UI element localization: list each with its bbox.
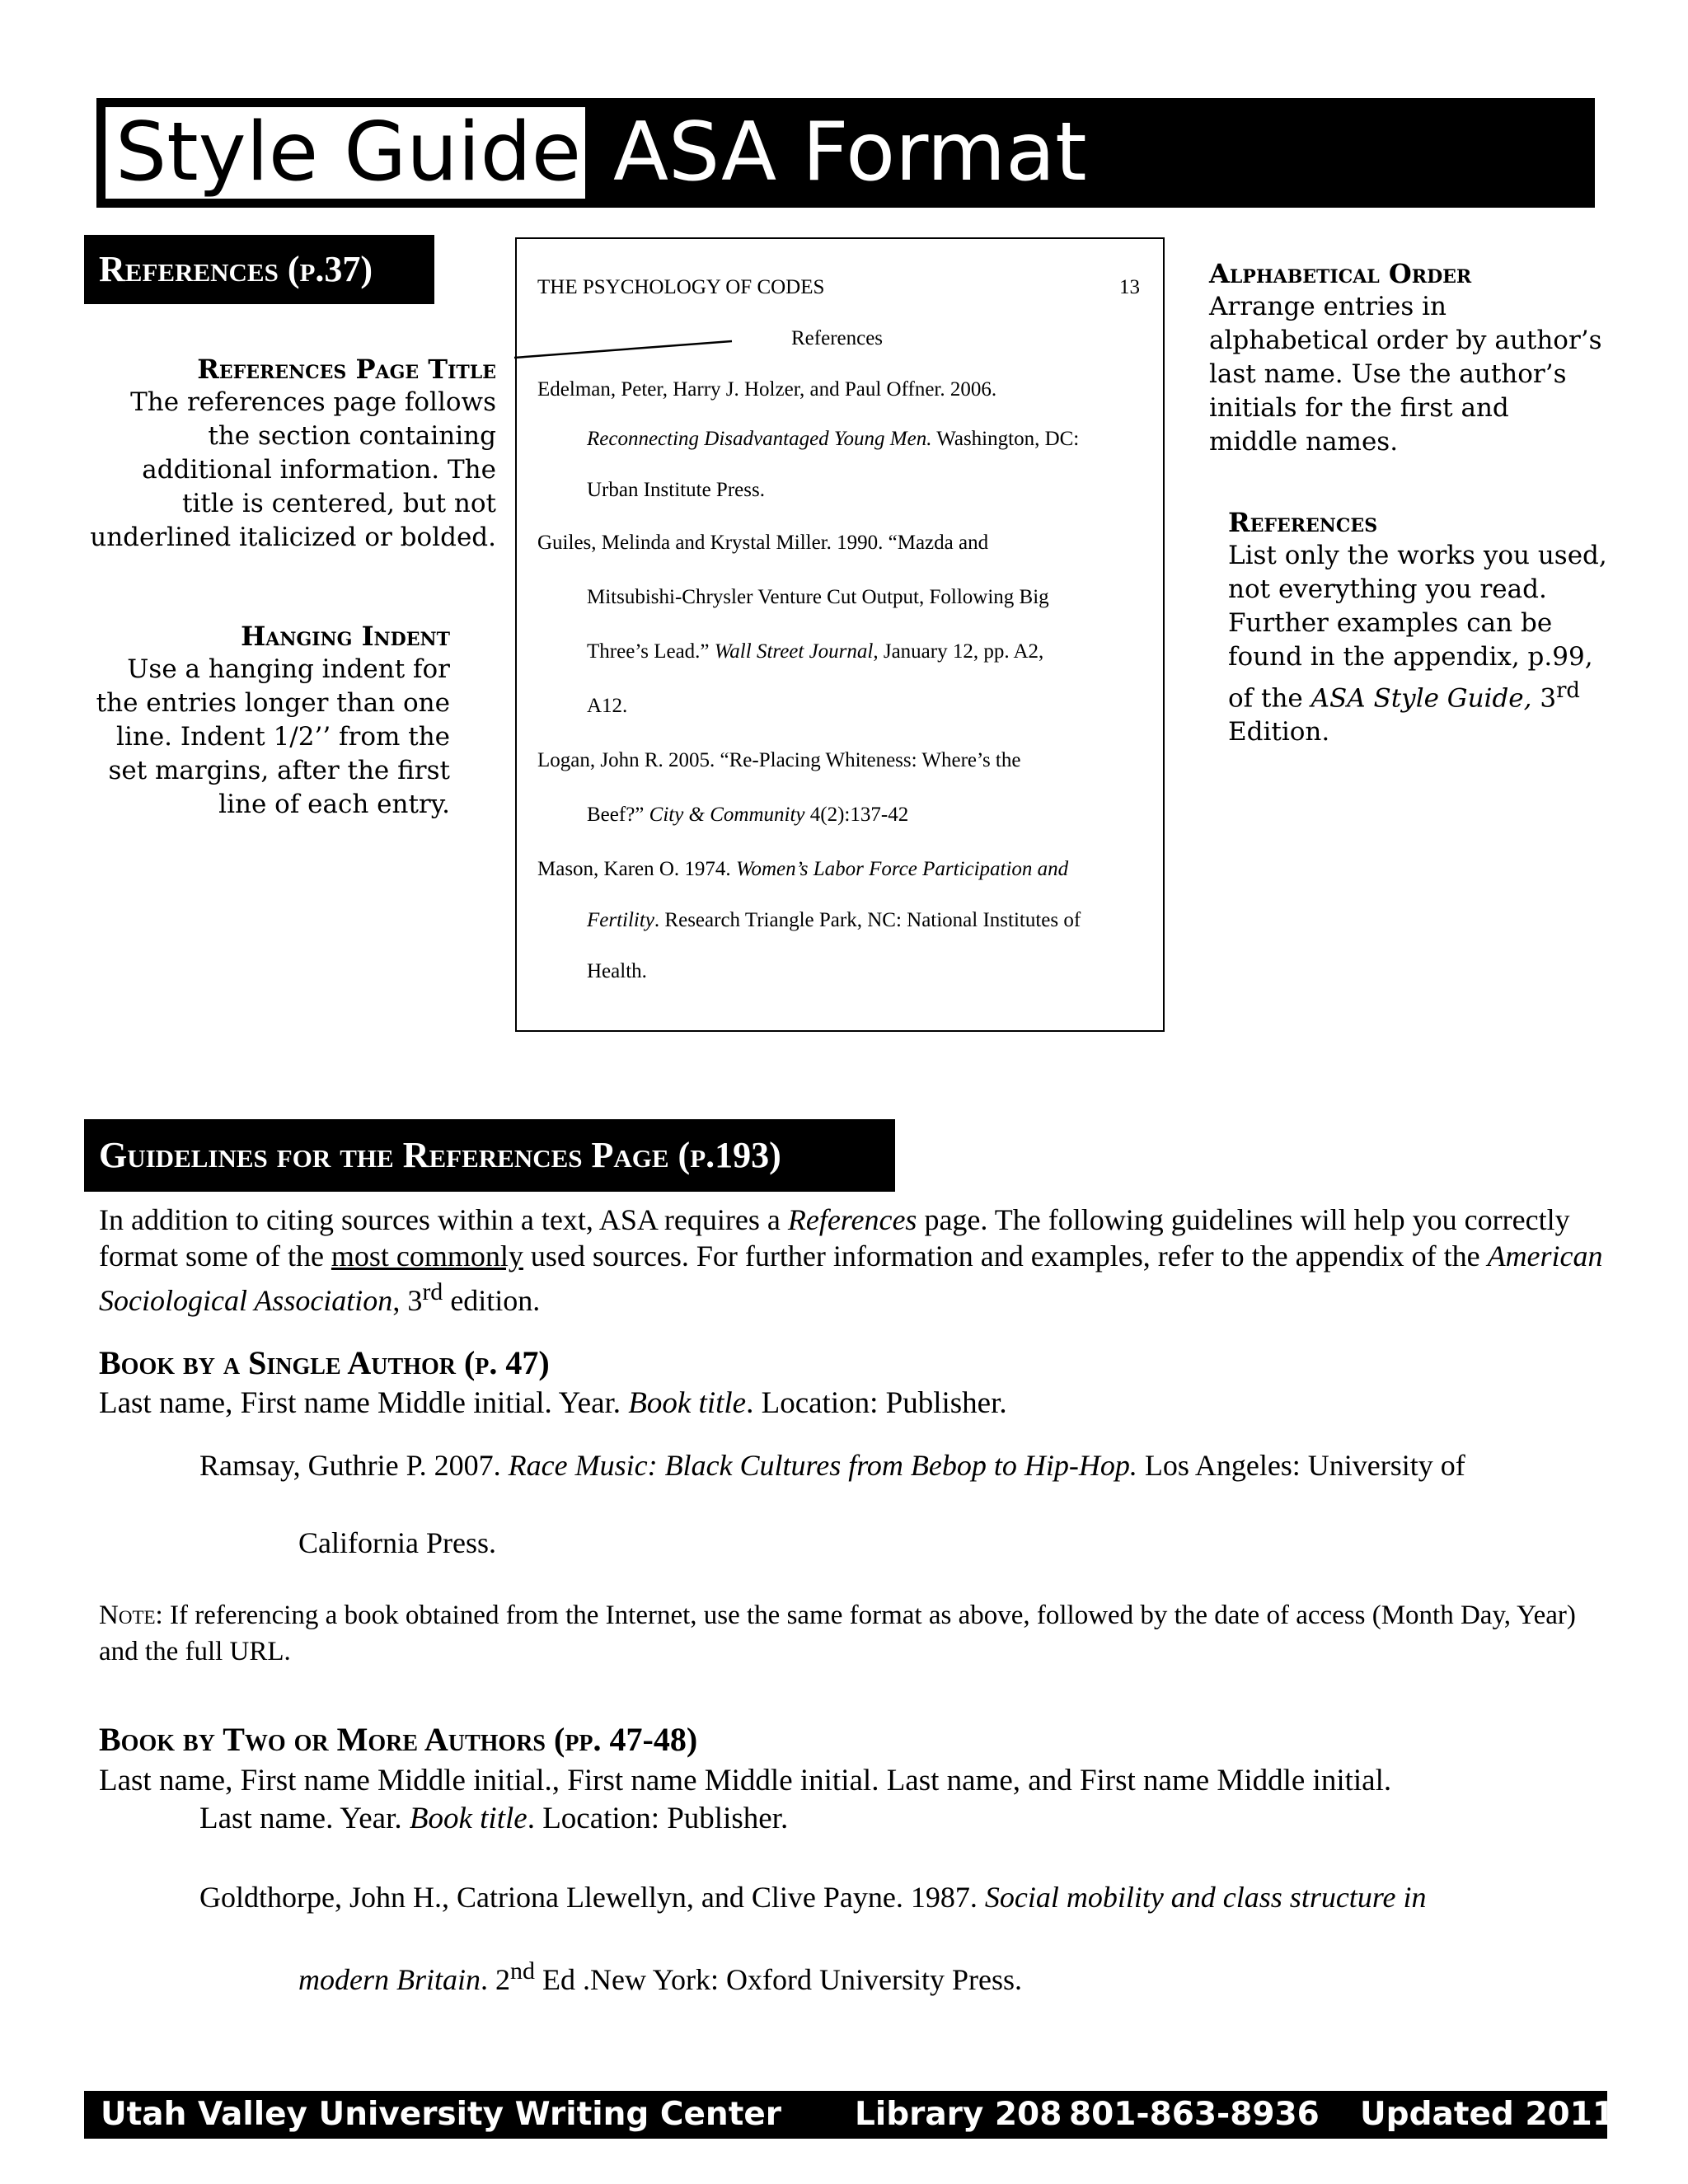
format-italic: Book title (628, 1386, 747, 1420)
sample-line (537, 531, 988, 555)
sample-text: , January 12, pp. A2, (873, 640, 1044, 663)
sample-text: Health. (587, 960, 647, 982)
sample-line (587, 585, 1049, 610)
footer-center-name: Utah Valley University Writing Center (101, 2096, 782, 2133)
guidelines-intro (99, 1202, 1607, 1319)
sample-text: 4(2):137-42 (804, 804, 909, 826)
note-body (1228, 539, 1607, 749)
note-body: Use a hanging indent for the entries longer than one line. Indent 1/2’’ from the set margins, after the first line of each entry. (96, 654, 450, 819)
references-note (1228, 506, 1607, 749)
example-superscript: nd (510, 1957, 535, 1985)
single-author-note (99, 1597, 1582, 1670)
intro-text: In addition to citing sources within a text, ASA requires a (99, 1203, 788, 1236)
sample-text: Washington, DC: (931, 428, 1080, 450)
pointer-line (511, 330, 758, 363)
intro-text: used sources. For further information and examples, refer to the appendix of the (523, 1240, 1488, 1272)
sample-line (537, 748, 1020, 773)
multi-author-heading: Book by Two or More Authors (pp. 47-48) (99, 1721, 698, 1758)
footer-phone: 801-863-8936 (1069, 2096, 1320, 2133)
intro-italic: American Sociological Association (99, 1240, 1603, 1317)
format-text: Last name. Year. (199, 1802, 410, 1835)
intro-text: edition. (443, 1284, 541, 1317)
note-heading: References (1228, 507, 1378, 538)
multi-author-format-line-2 (199, 1800, 788, 1838)
sample-italic: Women’s Labor Force Participation and (735, 858, 1069, 880)
alphabetical-order-note (1209, 257, 1605, 459)
example-text: . 2 (481, 1963, 510, 1996)
example-text: Ed .New York: Oxford University Press. (535, 1963, 1022, 1996)
footer-bar (84, 2091, 1615, 2139)
sample-italic: Reconnecting Disadvantaged Young Men. (587, 428, 932, 450)
note-body-text: 3 (1531, 683, 1557, 714)
example-text: Goldthorpe, John H., Catriona Llewellyn, and Clive Payne. 1987. (199, 1881, 985, 1914)
guidelines-section-heading: Guidelines for the References Page (p.193) (84, 1119, 895, 1192)
sample-text: Urban Institute Press. (587, 479, 765, 501)
sample-italic: Fertility (587, 909, 654, 931)
header-left-title: Style Guides (115, 105, 624, 199)
intro-text: , 3 (392, 1284, 423, 1317)
footer-updated: Updated 2011 (1360, 2096, 1615, 2133)
format-italic: Book title (409, 1802, 528, 1835)
intro-text: page. The following guidelines will help you correctly format some of the (99, 1203, 1570, 1272)
example-italic: modern Britain (298, 1963, 481, 1996)
sample-italic: City & Community (649, 804, 805, 826)
sample-running-head: THE PSYCHOLOGY OF CODES (537, 276, 825, 298)
example-italic: Race Music: Black Cultures from Bebop to Hip-Hop. (508, 1449, 1137, 1482)
sample-line (587, 640, 1043, 664)
references-section-heading: References (p.37) (84, 235, 434, 304)
sample-text: Mitsubishi-Chrysler Venture Cut Output, Following Big (587, 586, 1049, 608)
sample-text: A12. (587, 695, 628, 717)
example-text: Los Angeles: University of (1137, 1449, 1465, 1482)
sample-text: Mason, Karen O. 1974. (537, 858, 736, 880)
sample-line (587, 803, 908, 827)
hanging-indent-note (82, 620, 450, 822)
sample-line (587, 959, 647, 984)
note-body-text: List only the works you used, not everything you read. Further examples can be found in the appendix, p.99, of the (1228, 541, 1607, 714)
format-text: Last name, First name Middle initial. Year. (99, 1386, 629, 1420)
single-author-example-line-2: California Press. (298, 1526, 496, 1559)
sample-line (537, 377, 996, 402)
sample-line (537, 857, 1068, 882)
sample-page-number: 13 (1119, 276, 1140, 298)
sample-text: Edelman, Peter, Harry J. Holzer, and Paul Offner. 2006. (537, 378, 997, 401)
single-author-format (99, 1385, 1007, 1422)
intro-italic: References (787, 1203, 917, 1236)
sample-line (587, 478, 765, 503)
note-label: Note (99, 1601, 156, 1630)
sample-text: . Research Triangle Park, NC: National Institutes of (654, 909, 1081, 931)
multi-author-example-line-1 (199, 1879, 1426, 1915)
note-body-text: Edition. (1228, 717, 1330, 748)
header-right-title: ASA Format (613, 105, 1087, 199)
sample-references-title: References (791, 327, 884, 349)
example-italic: Social mobility and class structure in (984, 1881, 1427, 1914)
format-text: . Location: Publisher. (746, 1386, 1007, 1420)
intro-underline: most commonly (331, 1240, 523, 1272)
note-body: : If referencing a book obtained from the Internet, use the same format as above, followed by the date of access (Month Day, Year) and the full URL. (99, 1601, 1576, 1666)
sample-text: Three’s Lead.” (587, 640, 715, 663)
references-page-title-note (82, 353, 496, 555)
note-heading: Hanging Indent (241, 621, 450, 652)
multi-author-format-line-1: Last name, First name Middle initial., First name Middle initial. Last name, and First name Middle initial. (99, 1764, 1392, 1797)
sample-line (587, 694, 627, 719)
note-body: Arrange entries in alphabetical order by author’s last name. Use the author’s initials for the first and middle names. (1209, 292, 1602, 457)
intro-superscript: rd (422, 1278, 443, 1305)
single-author-example-line-1 (199, 1447, 1465, 1483)
sample-italic: Wall Street Journal (714, 640, 874, 663)
note-body-superscript: rd (1556, 678, 1580, 703)
sample-line (587, 908, 1081, 933)
sample-text: Beef?” (587, 804, 649, 826)
format-text: . Location: Publisher. (527, 1802, 789, 1835)
note-body: The references page follows the section containing additional information. The title is centered, but not underlined italicized or bolded. (90, 387, 496, 552)
multi-author-example-line-2 (298, 1953, 1022, 1998)
note-body-italic: ASA Style Guide, (1311, 683, 1532, 714)
single-author-heading: Book by a Single Author (p. 47) (99, 1344, 550, 1381)
footer-location: Library 208 (855, 2096, 1062, 2133)
sample-text: Guiles, Melinda and Krystal Miller. 1990. “Mazda and (537, 532, 989, 554)
note-heading: References Page Title (197, 354, 496, 385)
note-heading: Alphabetical Order (1209, 258, 1472, 289)
sample-text: Logan, John R. 2005. “Re-Placing Whiteness: Where’s the (537, 749, 1021, 771)
sample-line (587, 427, 1079, 452)
example-text: Ramsay, Guthrie P. 2007. (199, 1449, 509, 1482)
